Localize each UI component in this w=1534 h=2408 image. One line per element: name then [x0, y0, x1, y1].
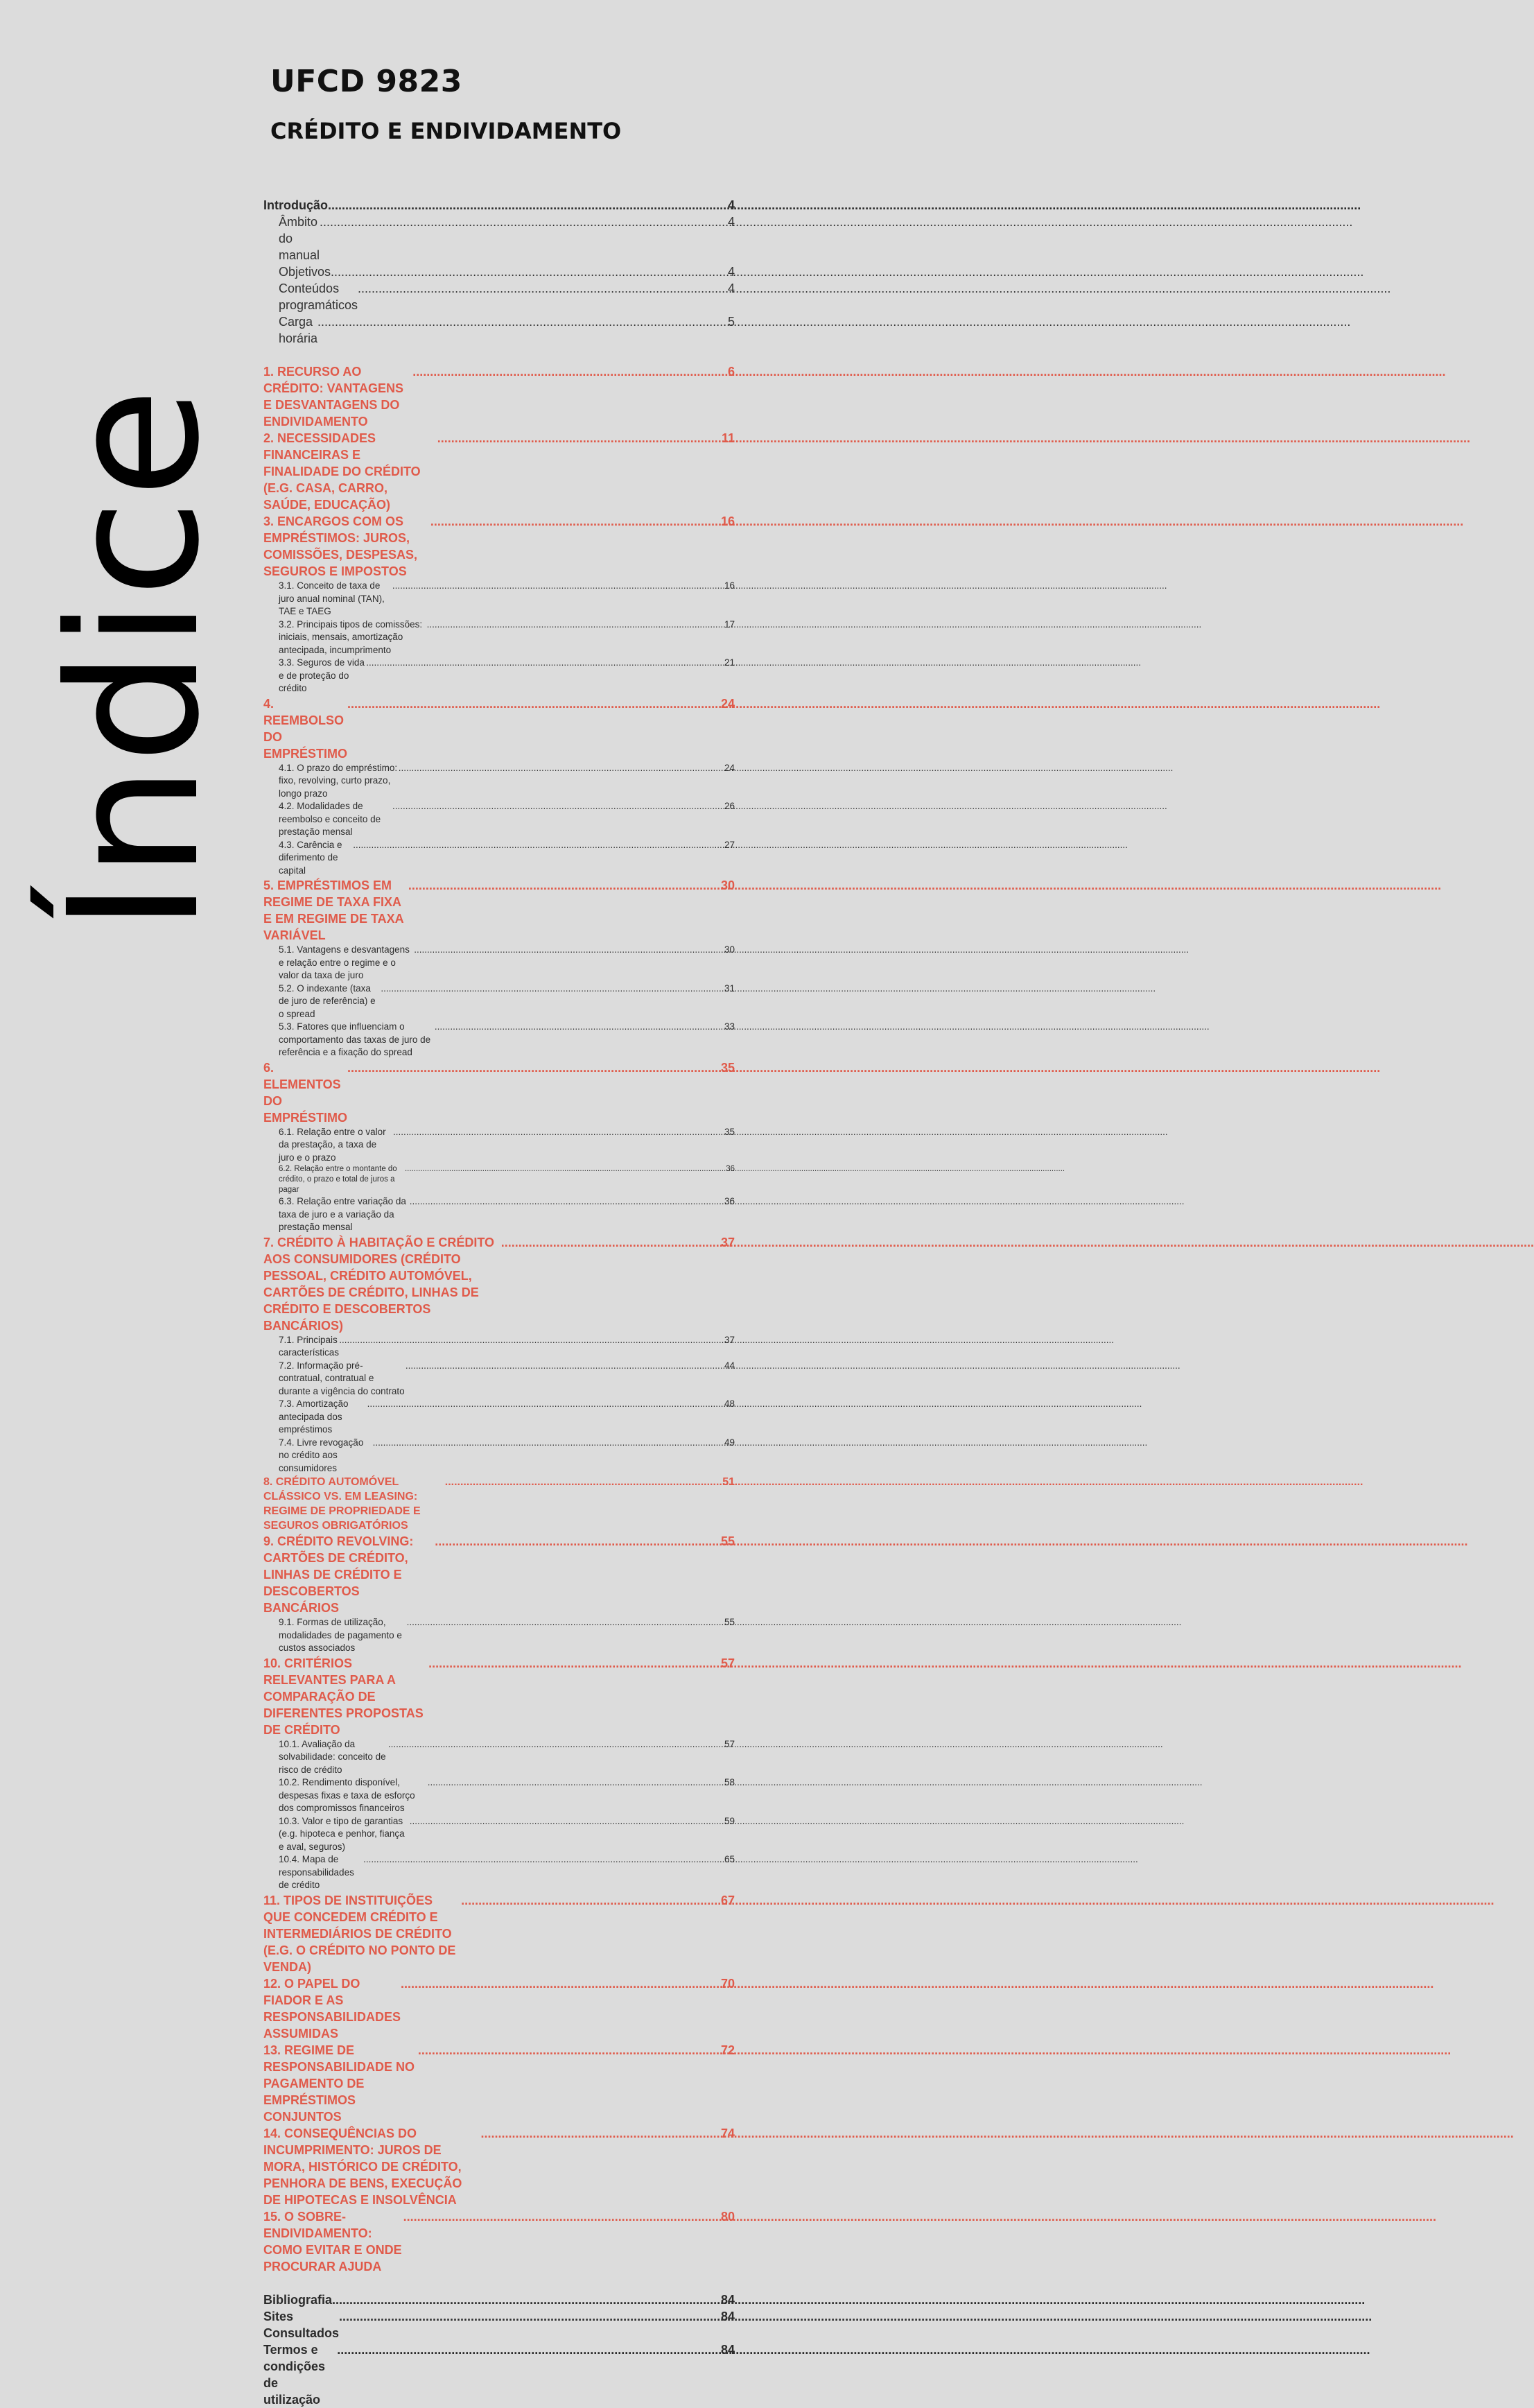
dot-leader	[399, 762, 724, 775]
spacer	[263, 347, 735, 363]
toc-subentry-page: 59	[724, 1815, 735, 1826]
dot-leader	[430, 513, 721, 530]
toc-chapter-page: 30	[720, 878, 735, 892]
toc-entry-label: Termos e condições de utilização	[263, 2342, 326, 2407]
toc-chapter-label: 10. CRITÉRIOS RELEVANTES PARA A COMPARAÇÃO DE DIFERENTES PROPOSTAS DE CRÉDITO	[263, 1656, 424, 1737]
dot-leader	[403, 2208, 721, 2225]
toc-chapter-label: 3. ENCARGOS COM OS EMPRÉSTIMOS: JUROS, COMISSÕES, DESPESAS, SEGUROS E IMPOSTOS	[263, 514, 418, 578]
toc-entry-label: Conteúdos programáticos	[279, 281, 358, 312]
toc-subentry-label: 5.3. Fatores que influenciam o comportamento das taxas de juro de referência e a fixação do spread	[279, 1021, 431, 1057]
toc-entry-sites-consultados[interactable]	[263, 2308, 735, 2341]
toc-chapter-7[interactable]	[263, 1234, 735, 1334]
dot-leader	[418, 2042, 721, 2059]
toc-subentry-page: 26	[724, 801, 735, 811]
toc-chapter-label: 1. RECURSO AO CRÉDITO: VANTAGENS E DESVANTAGENS DO ENDIVIDAMENTO	[263, 365, 404, 428]
toc-chapter-page: 70	[720, 1976, 735, 1991]
toc-subentry-page: 27	[724, 839, 735, 850]
dot-leader	[412, 363, 728, 380]
dot-leader	[408, 877, 721, 894]
dot-leader	[437, 430, 722, 447]
toc-subentry-page: 49	[724, 1437, 735, 1448]
toc-chapter-label: 15. O SOBRE-ENDIVIDAMENTO: COMO EVITAR E ONDE PROCURAR AJUDA	[263, 2209, 402, 2273]
toc-entry-page: 5	[727, 315, 735, 329]
toc-subentry-page: 37	[724, 1334, 735, 1345]
toc-chapter-2[interactable]	[263, 430, 735, 513]
toc-subentry[interactable]	[263, 800, 735, 839]
toc-subentry-label: 7.2. Informação pré-contratual, contratual e durante a vigência do contrato	[279, 1360, 405, 1396]
toc-entry-page: 4	[727, 265, 735, 279]
dot-leader	[331, 263, 728, 280]
toc-chapter-5[interactable]	[263, 877, 735, 944]
dot-leader	[428, 1655, 721, 1672]
toc-subentry[interactable]	[263, 1853, 735, 1892]
toc-subentry[interactable]	[263, 762, 735, 801]
dot-leader	[373, 1437, 724, 1450]
toc-chapter-label: 9. CRÉDITO REVOLVING: CARTÕES DE CRÉDITO, LINHAS DE CRÉDITO E DESCOBERTOS BANCÁRIOS	[263, 1534, 414, 1615]
dot-leader	[320, 214, 728, 230]
toc-entry-label: Sites Consultados	[263, 2309, 340, 2340]
toc-subentry-label: 10.2. Rendimento disponível, despesas fixas e taxa de esforço dos compromissos financeiros	[279, 1777, 415, 1813]
toc-subentry-page: 35	[724, 1126, 735, 1137]
toc-subentry[interactable]	[263, 657, 735, 695]
table-of-contents	[263, 197, 735, 2408]
toc-subentry-page: 31	[724, 982, 735, 994]
toc-subentry-label: 5.2. O indexante (taxa de juro de referência) e o spread	[279, 982, 376, 1019]
toc-subentry-page: 30	[724, 944, 735, 955]
dot-leader	[367, 1398, 724, 1411]
dot-leader	[393, 1126, 724, 1139]
toc-chapter-page: 35	[720, 1060, 735, 1075]
toc-subentry[interactable]	[263, 1195, 735, 1234]
toc-subentry-page: 21	[724, 657, 735, 668]
toc-chapter-label: 6. ELEMENTOS DO EMPRÉSTIMO	[263, 1060, 348, 1125]
dot-leader	[392, 580, 724, 593]
toc-chapter-15[interactable]	[263, 2208, 735, 2275]
toc-subentry-page: 24	[724, 762, 735, 773]
toc-subentry-label: 4.1. O prazo do empréstimo: fixo, revolving, curto prazo, longo prazo	[279, 762, 398, 799]
toc-chapter-page: 6	[727, 365, 735, 379]
toc-chapter-9[interactable]	[263, 1533, 735, 1616]
toc-subentry[interactable]	[263, 1616, 735, 1655]
dot-leader	[435, 1533, 721, 1550]
toc-entry-page: 4	[727, 281, 735, 295]
dot-leader	[407, 1616, 724, 1629]
toc-chapter-3[interactable]	[263, 513, 735, 580]
toc-subentry[interactable]	[263, 1334, 735, 1360]
toc-subentry-label: 3.3. Seguros de vida e de proteção do crédito	[279, 657, 365, 693]
toc-chapter-page: 51	[722, 1476, 735, 1488]
toc-subentry-label: 6.3. Relação entre variação da taxa de juro e a variação da prestação mensal	[279, 1196, 406, 1232]
toc-subentry-label: 3.2. Principais tipos de comissões: iniciais, mensais, amortização antecipada, incumprimento	[279, 618, 423, 655]
dot-leader	[461, 1892, 721, 1909]
toc-chapter-page: 72	[720, 2043, 735, 2057]
toc-subentry-label: 10.4. Mapa de responsabilidades de crédito	[279, 1854, 354, 1890]
dot-leader	[353, 839, 724, 852]
toc-subentry-page: 65	[724, 1854, 735, 1864]
toc-subentry-label: 6.1. Relação entre o valor da prestação, a taxa de juro e o prazo	[279, 1126, 386, 1163]
toc-chapter-4[interactable]	[263, 695, 735, 762]
toc-entry-label: Introdução	[263, 198, 328, 212]
toc-chapter-label: 12. O PAPEL DO FIADOR E AS RESPONSABILIDADES ASSUMIDAS	[263, 1976, 401, 2041]
toc-subentry-page: 55	[724, 1617, 735, 1627]
toc-chapter-13[interactable]	[263, 2042, 735, 2125]
toc-subentry-label: 4.2. Modalidades de reembolso e conceito de prestação mensal	[279, 801, 381, 837]
toc-subentry-page: 58	[724, 1777, 735, 1787]
toc-subentry[interactable]	[263, 1021, 735, 1059]
dot-leader	[366, 657, 724, 670]
toc-chapter-label: 5. EMPRÉSTIMOS EM REGIME DE TAXA FIXA E EM REGIME DE TAXA VARIÁVEL	[263, 878, 404, 942]
toc-entry-page: 84	[720, 2309, 735, 2323]
toc-chapter-page: 67	[720, 1893, 735, 1907]
toc-subentry[interactable]	[263, 1398, 735, 1437]
toc-subentry-page: 16	[724, 580, 735, 591]
toc-subentry-label: 7.3. Amortização antecipada dos empréstimos	[279, 1398, 349, 1435]
toc-subentry-page: 48	[724, 1398, 735, 1409]
toc-subentry-label: 4.3. Carência e diferimento de capital	[279, 839, 342, 876]
dot-leader	[410, 1195, 724, 1209]
toc-subentry[interactable]	[263, 618, 735, 657]
course-subject-title: CRÉDITO E ENDIVIDAMENTO	[270, 118, 622, 144]
toc-subentry[interactable]	[263, 1776, 735, 1815]
toc-subentry-page: 57	[724, 1738, 735, 1749]
toc-entry[interactable]	[263, 280, 735, 313]
toc-chapter-page: 57	[720, 1656, 735, 1670]
toc-chapter-1[interactable]	[263, 363, 735, 430]
toc-entry[interactable]	[263, 313, 735, 347]
toc-chapter-page: 80	[720, 2209, 735, 2224]
toc-subentry-page: 36	[724, 1196, 735, 1206]
dot-leader	[358, 280, 728, 297]
toc-chapter-label: 14. CONSEQUÊNCIAS DO INCUMPRIMENTO: JUROS DE MORA, HISTÓRICO DE CRÉDITO, PENHORA DE BENS, EXECUÇÃO DE HIPOTECAS E INSOLVÊNCIA	[263, 2126, 462, 2207]
toc-entry-termos[interactable]	[263, 2341, 735, 2408]
toc-subentry-label: 10.1. Avaliação da solvabilidade: conceito de risco de crédito	[279, 1738, 386, 1775]
toc-subentry-page: 33	[724, 1021, 735, 1032]
dot-leader	[337, 2341, 721, 2358]
dot-leader	[501, 1234, 721, 1251]
dot-leader	[347, 1059, 721, 1076]
toc-subentry-label: 3.1. Conceito de taxa de juro anual nominal (TAN), TAE e TAEG	[279, 580, 385, 616]
toc-subentry[interactable]	[263, 1126, 735, 1165]
dot-leader	[339, 2308, 721, 2325]
toc-subentry[interactable]	[263, 1815, 735, 1854]
toc-chapter-10[interactable]	[263, 1655, 735, 1738]
toc-chapter-label: 4. REEMBOLSO DO EMPRÉSTIMO	[263, 696, 348, 761]
index-side-heading: Índice	[30, 386, 238, 933]
toc-chapter-label: 2. NECESSIDADES FINANCEIRAS E FINALIDADE DO CRÉDITO (E.G. CASA, CARRO, SAÚDE, EDUCAÇÃO)	[263, 431, 421, 512]
toc-chapter-11[interactable]	[263, 1892, 735, 1975]
toc-subentry-label: 7.1. Principais características	[279, 1334, 340, 1358]
toc-entry-label: Âmbito do manual	[279, 215, 320, 262]
toc-chapter-label: 13. REGIME DE RESPONSABILIDADE NO PAGAMENTO DE EMPRÉSTIMOS CONJUNTOS	[263, 2043, 415, 2124]
toc-chapter-12[interactable]	[263, 1975, 735, 2042]
toc-subentry-label: 5.1. Vantagens e desvantagens e relação entre o regime e o valor da taxa de juro	[279, 944, 410, 980]
toc-chapter-label: 11. TIPOS DE INSTITUIÇÕES QUE CONCEDEM CRÉDITO E INTERMEDIÁRIOS DE CRÉDITO (E.G. O CRÉDITO NO PONTO DE VENDA)	[263, 1893, 456, 1974]
toc-subentry-page: 44	[724, 1360, 735, 1371]
toc-chapter-8[interactable]	[263, 1475, 735, 1533]
toc-subentry[interactable]	[263, 839, 735, 878]
toc-chapter-label: 8. CRÉDITO AUTOMÓVEL CLÁSSICO VS. EM LEASING: REGIME DE PROPRIEDADE E SEGUROS OBRIGATÓRIOS	[263, 1476, 421, 1532]
dot-leader	[405, 1164, 726, 1175]
dot-leader	[317, 313, 728, 330]
toc-subentry-label: 9.1. Formas de utilização, modalidades de pagamento e custos associados	[279, 1617, 402, 1653]
toc-entry[interactable]	[263, 214, 735, 263]
dot-leader	[381, 982, 724, 996]
toc-chapter-page: 74	[720, 2126, 735, 2140]
dot-leader	[445, 1475, 722, 1489]
dot-leader	[414, 944, 724, 957]
dot-leader	[428, 1776, 724, 1790]
toc-subentry[interactable]	[263, 982, 735, 1021]
dot-leader	[406, 1360, 724, 1373]
toc-chapter-page: 11	[721, 431, 735, 445]
dot-leader	[435, 1021, 724, 1034]
toc-entry-introducao[interactable]	[263, 197, 735, 214]
dot-leader	[427, 618, 724, 632]
toc-entry-page: 84	[720, 2292, 735, 2307]
dot-leader	[347, 695, 721, 712]
toc-chapter-page: 24	[720, 696, 735, 711]
course-code-title: UFCD 9823	[270, 64, 462, 99]
toc-entry-label: Objetivos	[279, 265, 331, 279]
dot-leader	[401, 1975, 721, 1992]
toc-subentry[interactable]	[263, 1437, 735, 1475]
dot-leader	[328, 197, 728, 214]
toc-entry-bibliografia[interactable]	[263, 2292, 735, 2308]
toc-entry-page: 84	[720, 2342, 735, 2357]
dot-leader	[388, 1738, 724, 1751]
toc-subentry-label: 10.3. Valor e tipo de garantias (e.g. hipoteca e penhor, fiança e aval, seguros)	[279, 1815, 405, 1852]
spacer	[263, 2275, 735, 2292]
toc-chapter-page: 37	[720, 1235, 735, 1249]
dot-leader	[481, 2125, 721, 2142]
toc-entry-page: 4	[727, 215, 735, 229]
toc-subentry-label: 7.4. Livre revogação no crédito aos consumidores	[279, 1437, 364, 1473]
toc-chapter-14[interactable]	[263, 2125, 735, 2208]
toc-entry-page: 4	[727, 198, 735, 212]
toc-subentry[interactable]	[263, 1738, 735, 1777]
dot-leader	[339, 1334, 724, 1347]
toc-subentry-page: 36	[726, 1165, 735, 1173]
toc-chapter-6[interactable]	[263, 1059, 735, 1126]
dot-leader	[410, 1815, 724, 1828]
toc-subentry[interactable]	[263, 1360, 735, 1398]
toc-entry[interactable]	[263, 263, 735, 280]
dot-leader	[332, 2292, 721, 2308]
toc-chapter-page: 16	[720, 514, 735, 528]
toc-entry-label: Carga horária	[279, 315, 318, 345]
toc-subentry-label: 6.2. Relação entre o montante do crédito, o prazo e total de juros a pagar	[279, 1165, 397, 1194]
toc-entry-label: Bibliografia	[263, 2292, 333, 2307]
toc-chapter-label: 7. CRÉDITO À HABITAÇÃO E CRÉDITO AOS CONSUMIDORES (CRÉDITO PESSOAL, CRÉDITO AUTOMÓVEL, CARTÕES DE CRÉDITO, LINHAS DE CRÉDITO E DESCOBERTOS BANCÁRIOS)	[263, 1235, 495, 1333]
toc-subentry[interactable]	[263, 944, 735, 982]
dot-leader	[392, 800, 724, 813]
dot-leader	[363, 1853, 724, 1866]
toc-subentry[interactable]	[263, 580, 735, 618]
toc-subentry-page: 17	[724, 618, 735, 630]
toc-subentry[interactable]	[263, 1164, 735, 1195]
toc-chapter-page: 55	[720, 1534, 735, 1548]
